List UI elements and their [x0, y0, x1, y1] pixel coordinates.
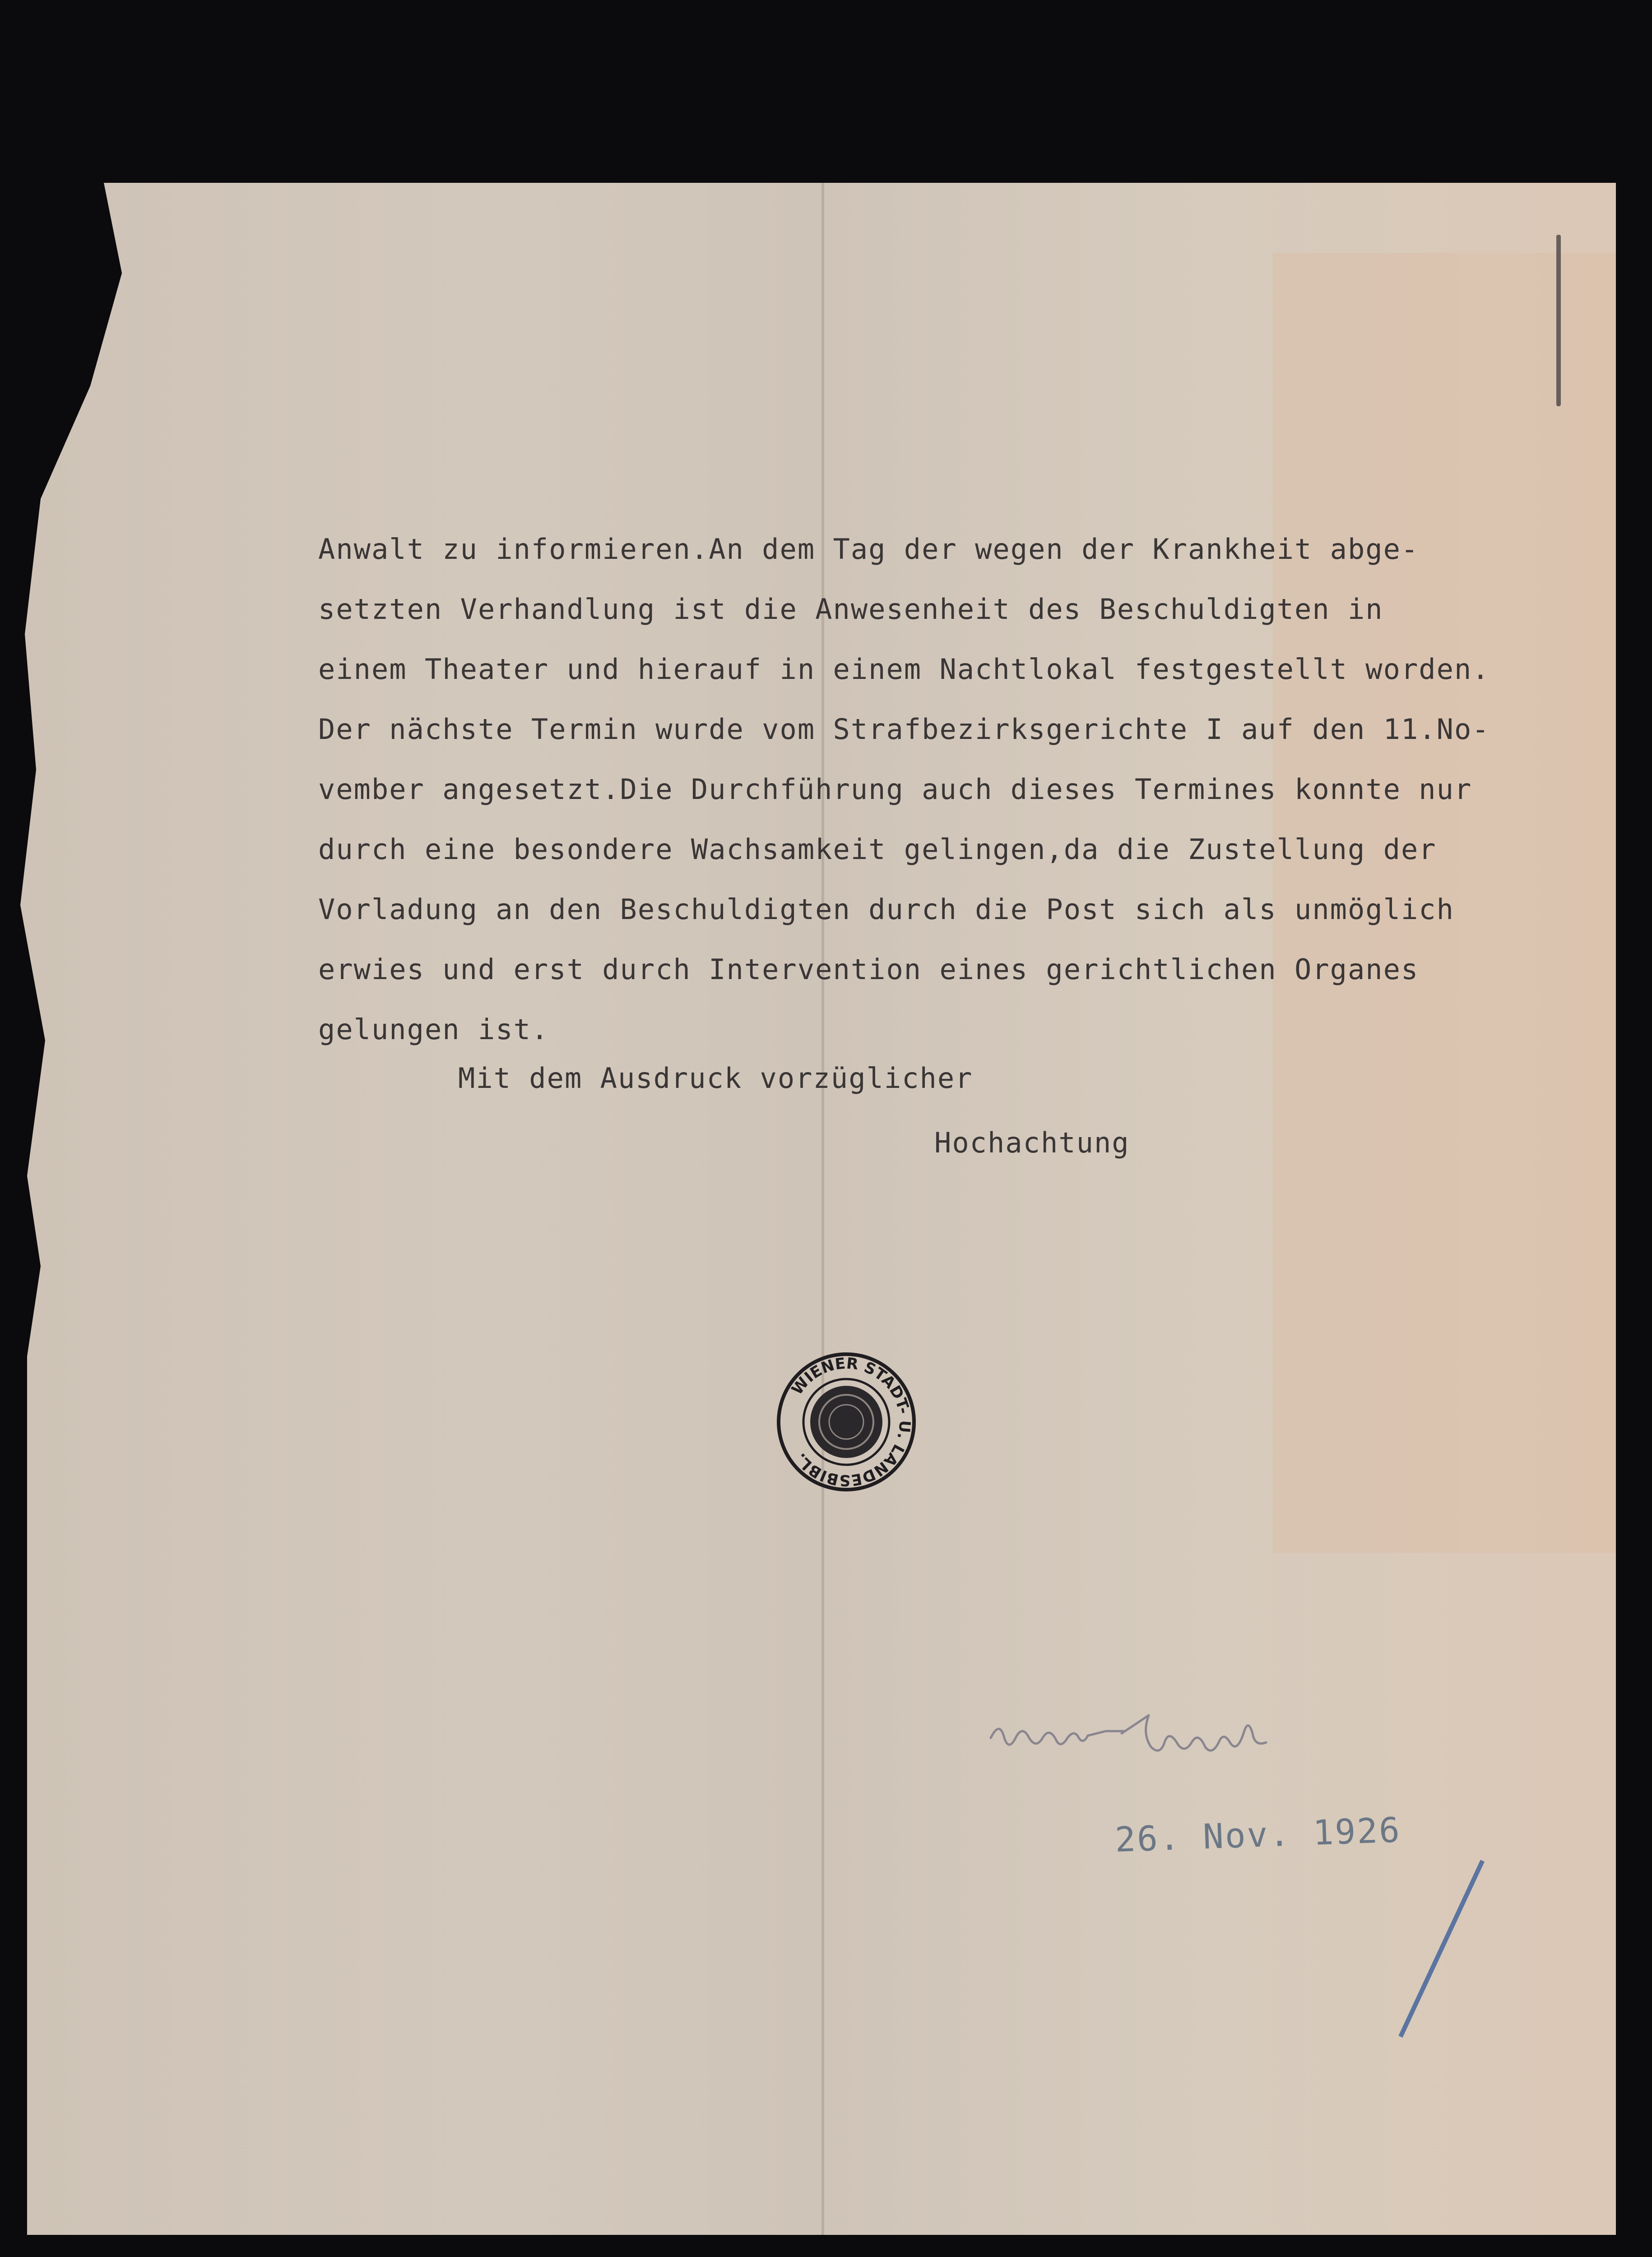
- letter-line: Der nächste Termin wurde vom Strafbezirksgerichte I auf den 11.No-: [318, 713, 1490, 746]
- letter-line: einem Theater und hierauf in einem Nachtlokal festgestellt worden.: [318, 653, 1490, 686]
- letter-line: durch eine besondere Wachsamkeit gelingen,da die Zustellung der: [318, 833, 1437, 866]
- library-seal: [774, 1350, 919, 1494]
- handwritten-signature: [986, 1706, 1311, 1760]
- closing-phrase: Mit dem Ausdruck vorzüglicher: [458, 1062, 973, 1095]
- letter-line: erwies und erst durch Intervention eines gerichtlichen Organes: [318, 953, 1419, 986]
- letter-line: gelungen ist.: [318, 1013, 549, 1046]
- date-stamp: 26. Nov. 1926: [1114, 1809, 1402, 1860]
- letter-line: vember angesetzt.Die Durchführung auch dieses Termines konnte nur: [318, 773, 1472, 806]
- letter-body: [318, 519, 1537, 1059]
- letter-line: Anwalt zu informieren.An dem Tag der wegen der Krankheit abge-: [318, 533, 1419, 566]
- letter-line: setzten Verhandlung ist die Anwesenheit des Beschuldigten in: [318, 593, 1383, 626]
- closing-salutation: Hochachtung: [934, 1126, 1130, 1159]
- fold-crease: [821, 183, 824, 2235]
- letter-line: Vorladung an den Beschuldigten durch die Post sich als unmöglich: [318, 893, 1454, 926]
- seal-text: WIENER STADT- U. LANDESBIBL.: [788, 1354, 914, 1490]
- pencil-mark: [1556, 235, 1561, 406]
